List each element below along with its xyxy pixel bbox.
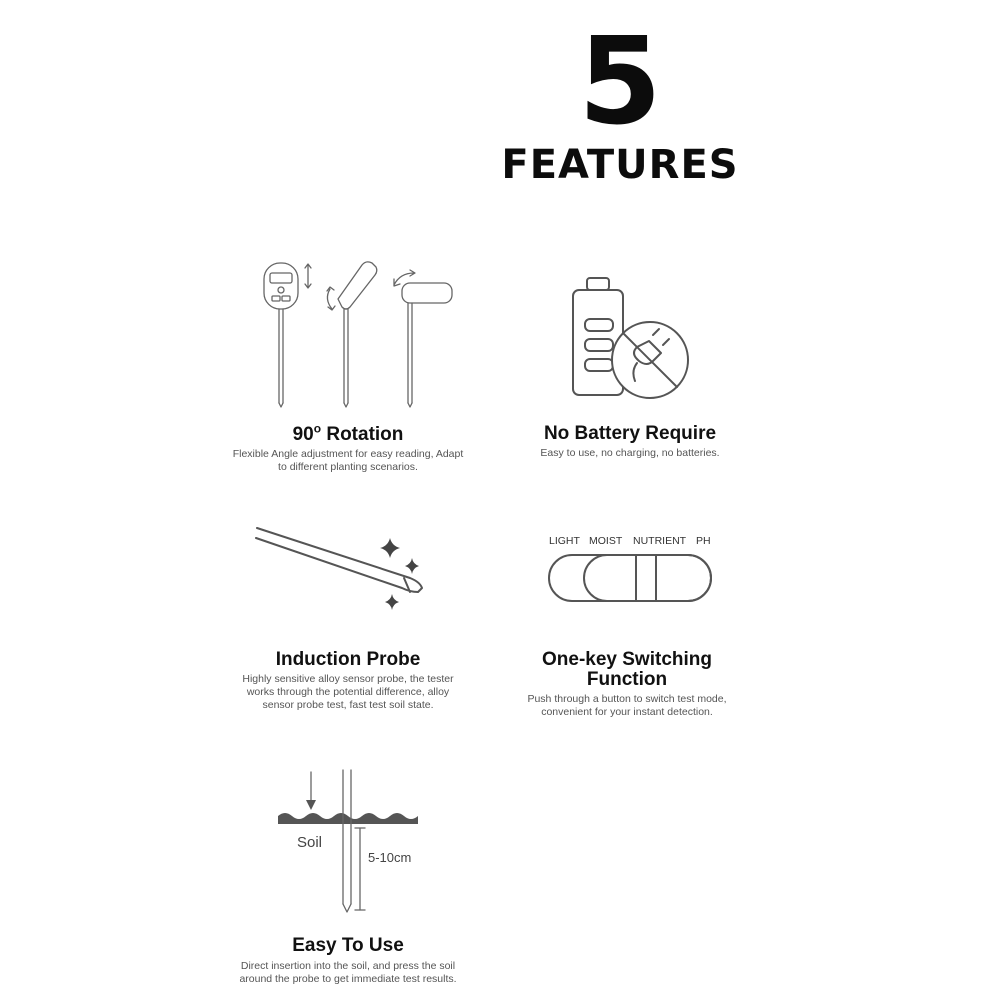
rotating-probe-icon [250, 255, 470, 415]
mode-label-nutrient: NUTRIENT [633, 535, 687, 547]
rotation-description [218, 448, 478, 474]
switching-desc-line: convenient for your instant detection. [541, 706, 713, 718]
induction-desc-line: Highly sensitive alloy sensor probe, the tester [242, 673, 454, 685]
no-battery-desc-line: Easy to use, no charging, no batteries. [540, 447, 720, 459]
mode-label-light: LIGHT [549, 535, 580, 547]
soil-label: Soil [297, 834, 323, 851]
switching-description [497, 693, 757, 719]
mode-label-ph: PH [696, 535, 711, 547]
mode-switch-icon [540, 530, 720, 610]
rotation-title [248, 421, 448, 445]
no-battery-title: No Battery Require [543, 423, 717, 444]
no-battery-icon [565, 275, 695, 405]
rotation-title-number: 90 [292, 424, 314, 445]
switching-title-line: Function [586, 669, 668, 690]
switching-desc-line: Push through a button to switch test mode, [527, 693, 727, 705]
mode-label-moist: MOIST [589, 535, 623, 547]
induction-probe-description [218, 673, 478, 712]
no-battery-description [500, 447, 760, 460]
easy-use-description [218, 960, 478, 986]
degree-symbol: o [313, 421, 322, 436]
features-heading: FEATURES [501, 142, 739, 188]
rotation-title-text: Rotation [321, 424, 404, 445]
induction-desc-line: sensor probe test, fast test soil state. [262, 699, 434, 711]
depth-label: 5-10cm [368, 850, 412, 865]
induction-desc-line: works through the potential difference, alloy [246, 686, 450, 698]
rotation-desc-line: Flexible Angle adjustment for easy reading, Adapt [232, 448, 464, 460]
induction-probe-icon [250, 522, 440, 617]
easy-use-desc-line: Direct insertion into the soil, and press the soil [240, 960, 456, 972]
easy-use-title: Easy To Use [292, 935, 404, 956]
rotation-desc-line: to different planting scenarios. [278, 461, 418, 473]
induction-probe-title: Induction Probe [275, 649, 421, 670]
easy-use-desc-line: around the probe to get immediate test results. [239, 973, 457, 985]
switching-title-line: One-key Switching [542, 649, 712, 670]
switching-title [517, 650, 737, 690]
feature-count: 5 [578, 13, 662, 152]
soil-insertion-icon [275, 768, 425, 918]
